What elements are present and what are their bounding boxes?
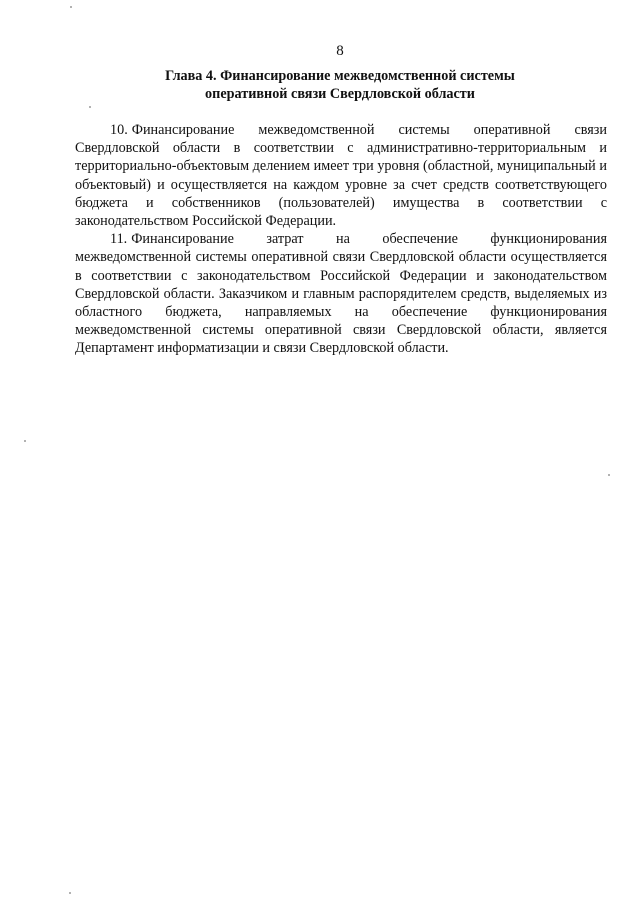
chapter-title (100, 67, 580, 103)
paragraph-text: Финансирование затрат на обеспечение функционирования межведомственной системы оперативной связи Свердловской области осуществляется в соответствии с законодательством Российской Федерации и законодательством Свердловской области. Заказчиком и главным распорядителем средств, выделяемых из областного бюджета, направляемых на обеспечение функционирования межведомственной системы оперативной связи Свердловской области, является Департамент информатизации и связи Свердловской области. (75, 231, 607, 357)
scan-speck (608, 474, 610, 476)
paragraph-10 (75, 121, 607, 230)
scan-speck (89, 106, 91, 108)
paragraph-number: 10. (110, 122, 128, 138)
paragraph-number: 11. (110, 231, 128, 248)
chapter-title-line-2: оперативной связи Свердловской области (205, 86, 475, 102)
chapter-title-line-1: Глава 4. Финансирование межведомственной системы (165, 68, 515, 84)
paragraph-11 (75, 230, 607, 357)
body-text (75, 121, 607, 358)
scan-speck (69, 892, 71, 894)
scan-speck (24, 440, 26, 442)
scan-speck (70, 6, 72, 8)
page-number: 8 (336, 43, 344, 59)
paragraph-text: Финансирование межведомственной системы оперативной связи Свердловской области в соответствии с административно-территориальным и территориально-объектовым делением имеет три уровня (областной, муниципальный и объектовый) и осуществляется на каждом уровне за счет средств соответствующего бюджета и собственников (пользователей) имущества в соответствии с законодательством Российской Федерации. (75, 122, 607, 230)
